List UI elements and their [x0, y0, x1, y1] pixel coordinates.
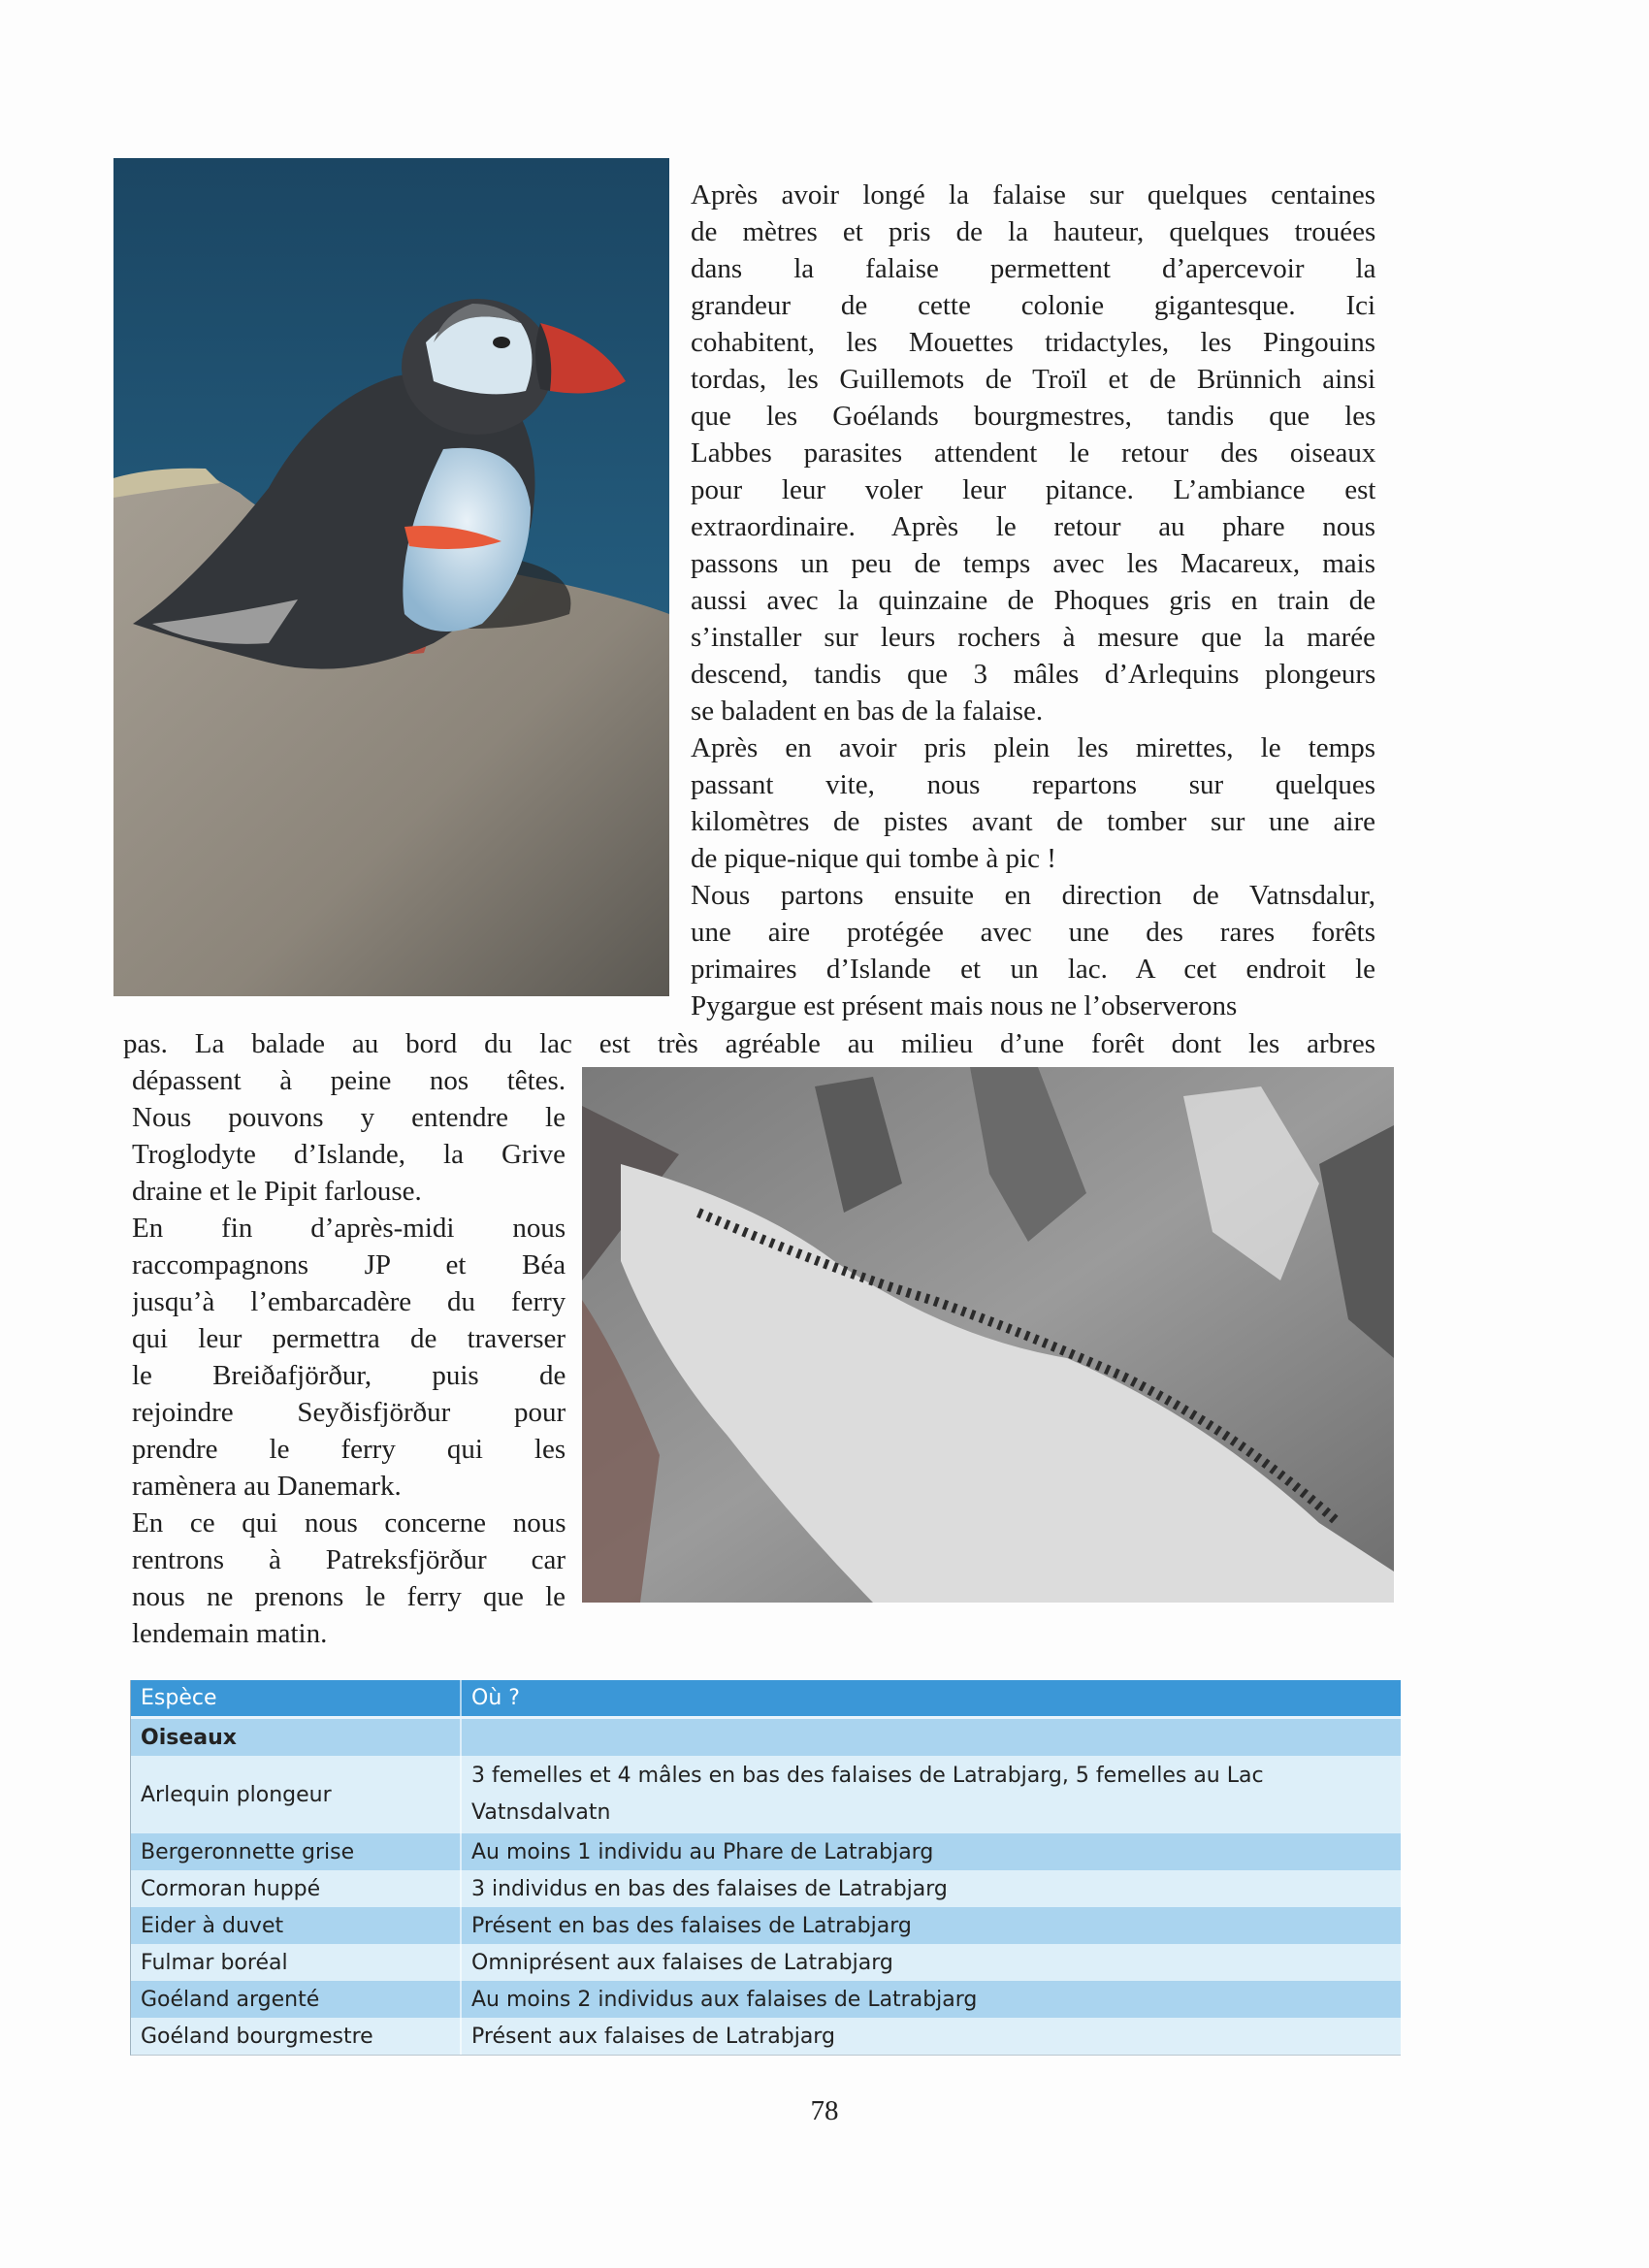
- species-cell: Bergeronnette grise: [131, 1833, 462, 1870]
- text-line: extraordinaire. Après le retour au phare nous: [691, 511, 1375, 542]
- text-line: En fin d’après-midi nous: [132, 1213, 566, 1244]
- where-cell: Présent en bas des falaises de Latrabjarg: [471, 1913, 912, 1938]
- text-line: le Breiðafjörður, puis de: [132, 1360, 566, 1391]
- text-line: grandeur de cette colonie gigantesque. Ici: [691, 290, 1375, 321]
- where-cell: Omniprésent aux falaises de Latrabjarg: [471, 1950, 893, 1975]
- category-empty-cell: [462, 1719, 1401, 1756]
- text-line: rentrons à Patreksfjörður car: [132, 1544, 566, 1575]
- where-cell: Présent aux falaises de Latrabjarg: [471, 2024, 835, 2049]
- where-cell: 3 individus en bas des falaises de Latrabjarg: [471, 1876, 948, 1901]
- text-line: nous ne prenons le ferry que le: [132, 1581, 566, 1612]
- text-line: passant vite, nous repartons sur quelques: [691, 769, 1375, 800]
- text-line: s’installer sur leurs rochers à mesure que la marée: [691, 622, 1375, 653]
- table-row: [131, 1833, 1401, 1870]
- species-cell: Arlequin plongeur: [131, 1756, 462, 1833]
- text-line: se baladent en bas de la falaise.: [691, 696, 1044, 727]
- text-line: dans la falaise permettent d’apercevoir la: [691, 253, 1375, 284]
- text-line: tordas, les Guillemots de Troïl et de Brünnich ainsi: [691, 364, 1375, 395]
- text-line: ramènera au Danemark.: [132, 1471, 402, 1502]
- text-line: Après en avoir pris plein les mirettes, le temps: [691, 732, 1375, 763]
- text-line: pas. La balade au bord du lac est très agréable au milieu d’une forêt dont les arbres: [123, 1028, 1375, 1059]
- text-line: Troglodyte d’Islande, la Grive: [132, 1139, 566, 1170]
- text-line: passons un peu de temps avec les Macareux, mais: [691, 548, 1375, 579]
- species-cell: Eider à duvet: [131, 1907, 462, 1944]
- text-line: Labbes parasites attendent le retour des oiseaux: [691, 437, 1375, 469]
- text-line: descend, tandis que 3 mâles d’Arlequins plongeurs: [691, 659, 1375, 690]
- where-cell: Au moins 2 individus aux falaises de Latrabjarg: [471, 1987, 978, 2012]
- where-line: 3 femelles et 4 mâles en bas des falaises de Latrabjarg, 5 femelles au Lac: [471, 1764, 1264, 1788]
- where-line: Vatnsdalvatn: [471, 1800, 611, 1825]
- text-line: Après avoir longé la falaise sur quelques centaines: [691, 179, 1375, 211]
- text-line: Nous partons ensuite en direction de Vatnsdalur,: [691, 880, 1375, 911]
- text-line: primaires d’Islande et un lac. A cet endroit le: [691, 954, 1375, 985]
- text-line: raccompagnons JP et Béa: [132, 1249, 566, 1280]
- left-column-text: [132, 1062, 566, 1652]
- wide-text-line: [123, 1025, 1375, 1062]
- table-row: [131, 1870, 1401, 1907]
- species-cell: Fulmar boréal: [131, 1944, 462, 1981]
- header-where: Où ?: [471, 1686, 520, 1710]
- page-number: 78: [810, 2095, 839, 2126]
- puffin-illustration: [113, 158, 669, 996]
- species-table: [130, 1680, 1401, 2056]
- text-line: Nous pouvons y entendre le: [132, 1102, 566, 1133]
- table-row: [131, 1981, 1401, 2018]
- text-line: aussi avec la quinzaine de Phoques gris en train de: [691, 585, 1375, 616]
- text-line: pour leur voler leur pitance. L’ambiance est: [691, 474, 1375, 505]
- species-cell: Cormoran huppé: [131, 1870, 462, 1907]
- table-row: [131, 1944, 1401, 1981]
- category-label: Oiseaux: [131, 1719, 462, 1756]
- where-cell: Au moins 1 individu au Phare de Latrabjarg: [471, 1839, 934, 1864]
- text-line: kilomètres de pistes avant de tomber sur une aire: [691, 806, 1375, 837]
- text-line: En ce qui nous concerne nous: [132, 1507, 566, 1539]
- text-line: prendre le ferry qui les: [132, 1434, 566, 1465]
- cliff-illustration: [582, 1067, 1394, 1603]
- table-row: [131, 1907, 1401, 1944]
- text-line: jusqu’à l’embarcadère du ferry: [132, 1286, 566, 1317]
- table-row: [131, 2018, 1401, 2055]
- right-column-text: [691, 177, 1375, 1024]
- species-cell: Goéland bourgmestre: [131, 2018, 462, 2055]
- text-line: une aire protégée avec une des rares forêts: [691, 917, 1375, 948]
- table-category-row: [131, 1719, 1401, 1756]
- text-line: de pique-nique qui tombe à pic !: [691, 843, 1056, 874]
- puffin-photo: [113, 158, 669, 996]
- header-species: Espèce: [131, 1680, 462, 1716]
- bird-cliff-photo: [582, 1067, 1394, 1603]
- species-cell: Goéland argenté: [131, 1981, 462, 2018]
- text-line: draine et le Pipit farlouse.: [132, 1176, 422, 1207]
- text-line: dépassent à peine nos têtes.: [132, 1065, 566, 1096]
- table-header-row: [131, 1680, 1401, 1719]
- table-row: [131, 1756, 1401, 1833]
- text-line: qui leur permettra de traverser: [132, 1323, 566, 1354]
- text-line: que les Goélands bourgmestres, tandis que les: [691, 401, 1375, 432]
- text-line: lendemain matin.: [132, 1618, 328, 1649]
- text-line: Pygargue est présent mais nous ne l’observerons: [691, 990, 1238, 1021]
- text-line: cohabitent, les Mouettes tridactyles, les Pingouins: [691, 327, 1375, 358]
- text-line: de mètres et pris de la hauteur, quelques trouées: [691, 216, 1375, 247]
- where-cell: [462, 1756, 1401, 1833]
- text-line: rejoindre Seyðisfjörður pour: [132, 1397, 566, 1428]
